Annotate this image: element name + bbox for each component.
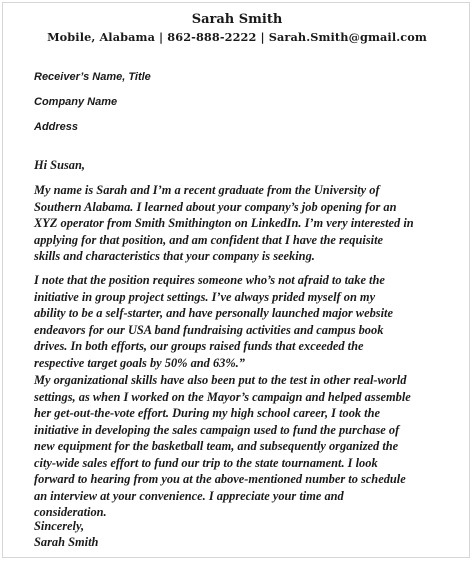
paragraph-line: initiative in group project settings. I’ve always prided myself on my — [34, 289, 376, 304]
paragraph-line: forward to hearing from you at the above-mentioned number to schedule — [34, 472, 406, 486]
closing-valediction: Sincerely, — [34, 519, 85, 533]
paragraph-line: new equipment for the basketball team, and subsequently organized the — [34, 439, 399, 453]
paragraph-line: XYZ operator from Smith Smithington on LinkedIn. I’m very interested in — [34, 216, 414, 230]
paragraph-line: settings, as when I worked on the Mayor’s campaign and helped assemble — [34, 389, 411, 404]
paragraph-line: ability to be a self-starter, and have personally launched major website — [34, 306, 393, 320]
paragraph-line: applying for that position, and am confident that I have the requisite — [34, 232, 384, 247]
sender-name: Sarah Smith — [191, 12, 283, 27]
paragraph-3 — [34, 372, 454, 521]
paragraph-1 — [34, 182, 454, 265]
paragraph-line: My name is Sarah and I’m a recent graduate from the University of — [34, 183, 380, 197]
paragraph-line: drives. In both efforts, our groups raised funds that exceeded the — [34, 339, 364, 353]
paragraph-line: consideration. — [34, 505, 107, 519]
closing-signature: Sarah Smith — [34, 535, 99, 549]
receiver-address: Address — [34, 121, 79, 133]
receiver-company: Company Name — [34, 96, 118, 108]
paragraph-line: respective target goals by 50% and 63%.” — [34, 355, 245, 370]
paragraph-2 — [34, 272, 454, 371]
paragraph-line: I note that the position requires someone who’s not afraid to take the — [34, 273, 385, 287]
paragraph-line: city-wide sales effort to fund our trip to the state tournament. I look — [34, 455, 378, 470]
paragraph-line: skills and characteristics that your company is seeking. — [34, 249, 315, 263]
paragraph-line: Southern Alabama. I learned about your company’s job opening for an — [34, 199, 397, 214]
paragraph-line: an interview at your convenience. I appreciate your time and — [34, 488, 344, 503]
paragraph-line: endeavors for our USA band fundraising activities and campus book — [34, 322, 384, 337]
sender-contact-line: Mobile, Alabama | 862-888-2222 | Sarah.Smith@gmail.com — [47, 30, 427, 44]
greeting: Hi Susan, — [34, 158, 85, 172]
receiver-name-title: Receiver’s Name, Title — [34, 71, 151, 83]
paragraph-line: her get-out-the-vote effort. During my high school career, I took the — [34, 406, 381, 420]
paragraph-line: My organizational skills have also been put to the test in other real-world — [34, 373, 407, 387]
paragraph-line: initiative in developing the sales campaign used to fund the purchase of — [34, 422, 400, 437]
